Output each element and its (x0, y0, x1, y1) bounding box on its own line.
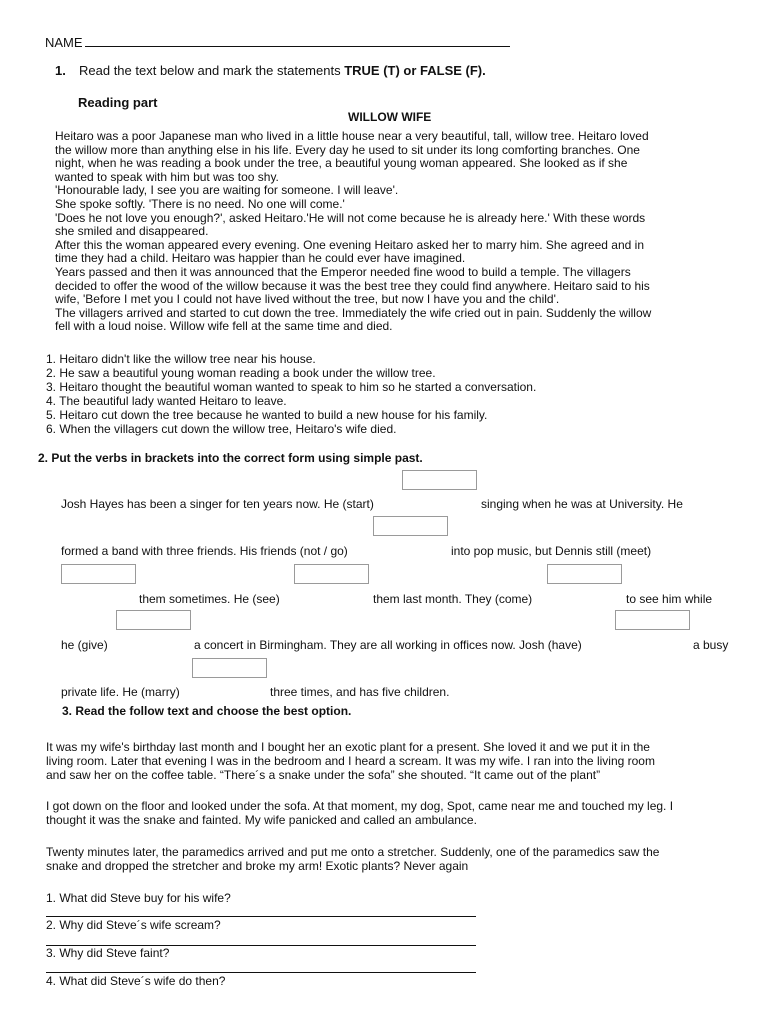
statement-item: 4. The beautiful lady wanted Heitaro to leave. (46, 393, 287, 408)
cloze-text: into pop music, but Dennis still (meet) (451, 544, 652, 558)
story-line: She spoke softly. 'There is no need. No one will come.' (55, 196, 345, 211)
cloze-text: he (give) (61, 638, 108, 652)
text3-paragraph (46, 846, 711, 874)
question-item: 4. What did Steve´s wife do then? (46, 974, 226, 988)
statement-item: 3. Heitaro thought the beautiful woman wanted to speak to him so he started a conversation. (46, 379, 537, 394)
story-line: 'Does he not love you enough?', asked Heitaro.'He will not come because he is already here.' With these words (55, 210, 646, 225)
text3-line: I got down on the floor and looked under the sofa. At that moment, my dog, Spot, came near me and touched my leg. I (46, 799, 674, 813)
answer-box-start[interactable] (402, 470, 477, 490)
answer-line[interactable] (46, 972, 476, 973)
section1-instruction-text: Read the text below and mark the statements (79, 63, 345, 78)
cloze-text: to see him while (626, 592, 713, 606)
section2-heading: 2. Put the verbs in brackets into the correct form using simple past. (38, 451, 423, 465)
story-line: she smiled and disappeared. (55, 224, 209, 239)
section1-instruction-bold: TRUE (T) or FALSE (F). (344, 63, 486, 78)
story-line: fell with a loud noise. Willow wife fell at the same time and died. (55, 319, 393, 334)
answer-box-not-go[interactable] (373, 516, 448, 536)
name-underline[interactable] (85, 34, 510, 47)
story-line: wanted to speak with him but was too shy. (55, 169, 279, 184)
answer-box-marry[interactable] (192, 658, 267, 678)
cloze-text: private life. He (marry) (61, 685, 180, 699)
text3-line: living room. Later that evening I was in the bedroom and I heard a scream. It was my wife. I ran into the living room (46, 753, 655, 768)
story-line: Heitaro was a poor Japanese man who lived in a little house near a very beautiful, tall, willow tree. Heitaro loved (55, 129, 649, 143)
name-field[interactable] (45, 34, 510, 50)
section1-number: 1. (55, 63, 66, 78)
answer-box-meet[interactable] (61, 564, 136, 584)
story-line: wife, 'Before I met you I could not have lived without the tree, but now I have you and the child'. (55, 292, 560, 307)
cloze-text: them last month. They (come) (373, 592, 533, 606)
story-line: time they had a child. Heitaro was happier than he could ever have imagined. (55, 251, 466, 266)
cloze-text: a busy (693, 638, 729, 652)
answer-box-see[interactable] (294, 564, 369, 584)
statements-list (46, 353, 536, 436)
cloze-text: formed a band with three friends. His friends (not / go) (61, 544, 348, 558)
story-line: the willow more than anything else in his life. Every day he used to sit under its long comforting branches. One (55, 142, 640, 157)
story-title: WILLOW WIFE (348, 110, 432, 124)
question-item: 2. Why did Steve´s wife scream? (46, 918, 221, 932)
answer-box-have[interactable] (615, 610, 690, 630)
statement-item: 1. Heitaro didn't like the willow tree near his house. (46, 352, 316, 366)
text3-paragraph (46, 800, 711, 828)
story-line: decided to offer the wood of the willow because it was the best tree they could find anywhere. Heitaro said to his (55, 278, 650, 293)
statement-item: 5. Heitaro cut down the tree because he wanted to build a new house for his family. (46, 407, 488, 422)
story-line: The villagers arrived and started to cut down the tree. Immediately the wife cried out in pain. Suddenly the willow (55, 305, 652, 320)
question-item: 3. Why did Steve faint? (46, 946, 170, 960)
section1-instruction (55, 63, 486, 78)
answer-box-give[interactable] (116, 610, 191, 630)
story-text (55, 130, 715, 334)
name-label: NAME (45, 35, 83, 50)
story-line: night, when he was reading a book under the tree, a beautiful young woman appeared. She looked as if she (55, 156, 628, 171)
text3-line: and saw her on the coffee table. “There´s a snake under the sofa” she shouted. “It came out of the plant” (46, 767, 601, 782)
story-line: Years passed and then it was announced that the Emperor needed fine wood to build a temple. The villagers (55, 264, 631, 279)
answer-box-come[interactable] (547, 564, 622, 584)
section3-heading: 3. Read the follow text and choose the best option. (62, 704, 352, 718)
answer-line[interactable] (46, 916, 476, 917)
question-item: 1. What did Steve buy for his wife? (46, 891, 231, 905)
statement-item: 2. He saw a beautiful young woman reading a book under the willow tree. (46, 365, 436, 380)
cloze-text: a concert in Birmingham. They are all working in offices now. Josh (have) (194, 638, 582, 652)
story-line: 'Honourable lady, I see you are waiting for someone. I will leave'. (55, 183, 399, 198)
statement-item: 6. When the villagers cut down the willow tree, Heitaro's wife died. (46, 421, 397, 436)
cloze-text: Josh Hayes has been a singer for ten years now. He (start) (61, 497, 374, 511)
text3-line: thought it was the snake and fainted. My wife panicked and called an ambulance. (46, 812, 477, 827)
reading-part-label: Reading part (78, 95, 158, 110)
text3-line: snake and dropped the stretcher and broke my arm! Exotic plants? Never again (46, 858, 469, 873)
text3-line: Twenty minutes later, the paramedics arrived and put me onto a stretcher. Suddenly, one of the paramedics saw the (46, 845, 660, 859)
cloze-text: three times, and has five children. (270, 685, 450, 699)
text3-paragraph (46, 741, 711, 783)
cloze-text: singing when he was at University. He (481, 497, 683, 511)
text3-line: It was my wife's birthday last month and I bought her an exotic plant for a present. She loved it and we put it in the (46, 740, 650, 754)
story-line: After this the woman appeared every evening. One evening Heitaro asked her to marry him. She agreed and in (55, 237, 645, 252)
cloze-text: them sometimes. He (see) (139, 592, 280, 606)
